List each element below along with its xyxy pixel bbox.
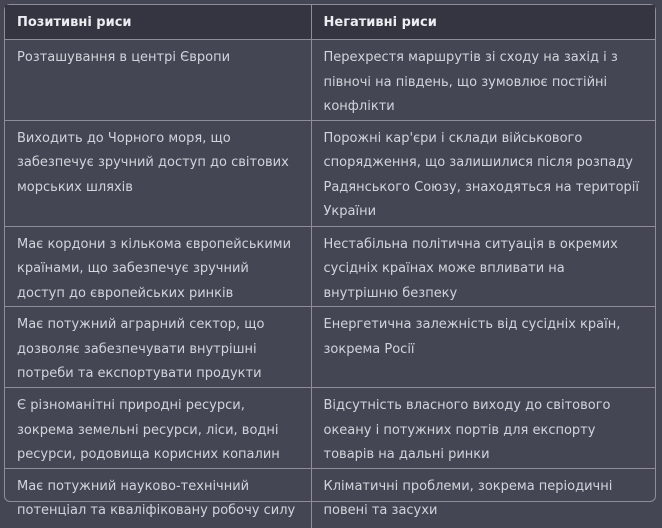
table-row [5,388,655,469]
positive-cell: Має кордони з кількома європейськими країнами, що забезпечує зручний доступ до європейських ринків [5,226,311,307]
table-row [5,226,655,307]
header-positive-traits: Позитивні риси [5,5,311,40]
negative-cell: Кліматичні проблеми, зокрема періодичні повені та засухи [311,468,655,528]
comparison-table-container [4,4,656,518]
table-row [5,468,655,528]
comparison-table [5,5,655,528]
negative-cell: Перехрестя маршрутів зі сходу на захід і з півночі на південь, що зумовлює постійні конфлікти [311,40,655,121]
header-negative-traits: Негативні риси [311,5,655,40]
negative-cell: Відсутність власного виходу до світового океану і потужних портів для експорту товарів на дальні ринки [311,388,655,469]
table-row [5,40,655,121]
negative-cell: Нестабільна політична ситуація в окремих сусідніх країнах може впливати на внутрішню безпеку [311,226,655,307]
positive-cell: Виходить до Чорного моря, що забезпечує зручний доступ до світових морських шляхів [5,120,311,226]
table-header-row [5,5,655,40]
positive-cell: Має потужний науково-технічний потенціал та кваліфіковану робочу силу [5,468,311,528]
negative-cell: Енергетична залежність від сусідніх країн, зокрема Росії [311,307,655,388]
negative-cell: Порожні кар'єри і склади військового спорядження, що залишилися після розпаду Радянського Союзу, знаходяться на території України [311,120,655,226]
positive-cell: Має потужний аграрний сектор, що дозволяє забезпечувати внутрішні потреби та експортувати продукти [5,307,311,388]
positive-cell: Розташування в центрі Європи [17,50,231,65]
positive-cell: Є різноманітні природні ресурси, зокрема земельні ресурси, ліси, водні ресурси, родовища корисних копалин [5,388,311,469]
table-row [5,120,655,226]
table-row [5,307,655,388]
